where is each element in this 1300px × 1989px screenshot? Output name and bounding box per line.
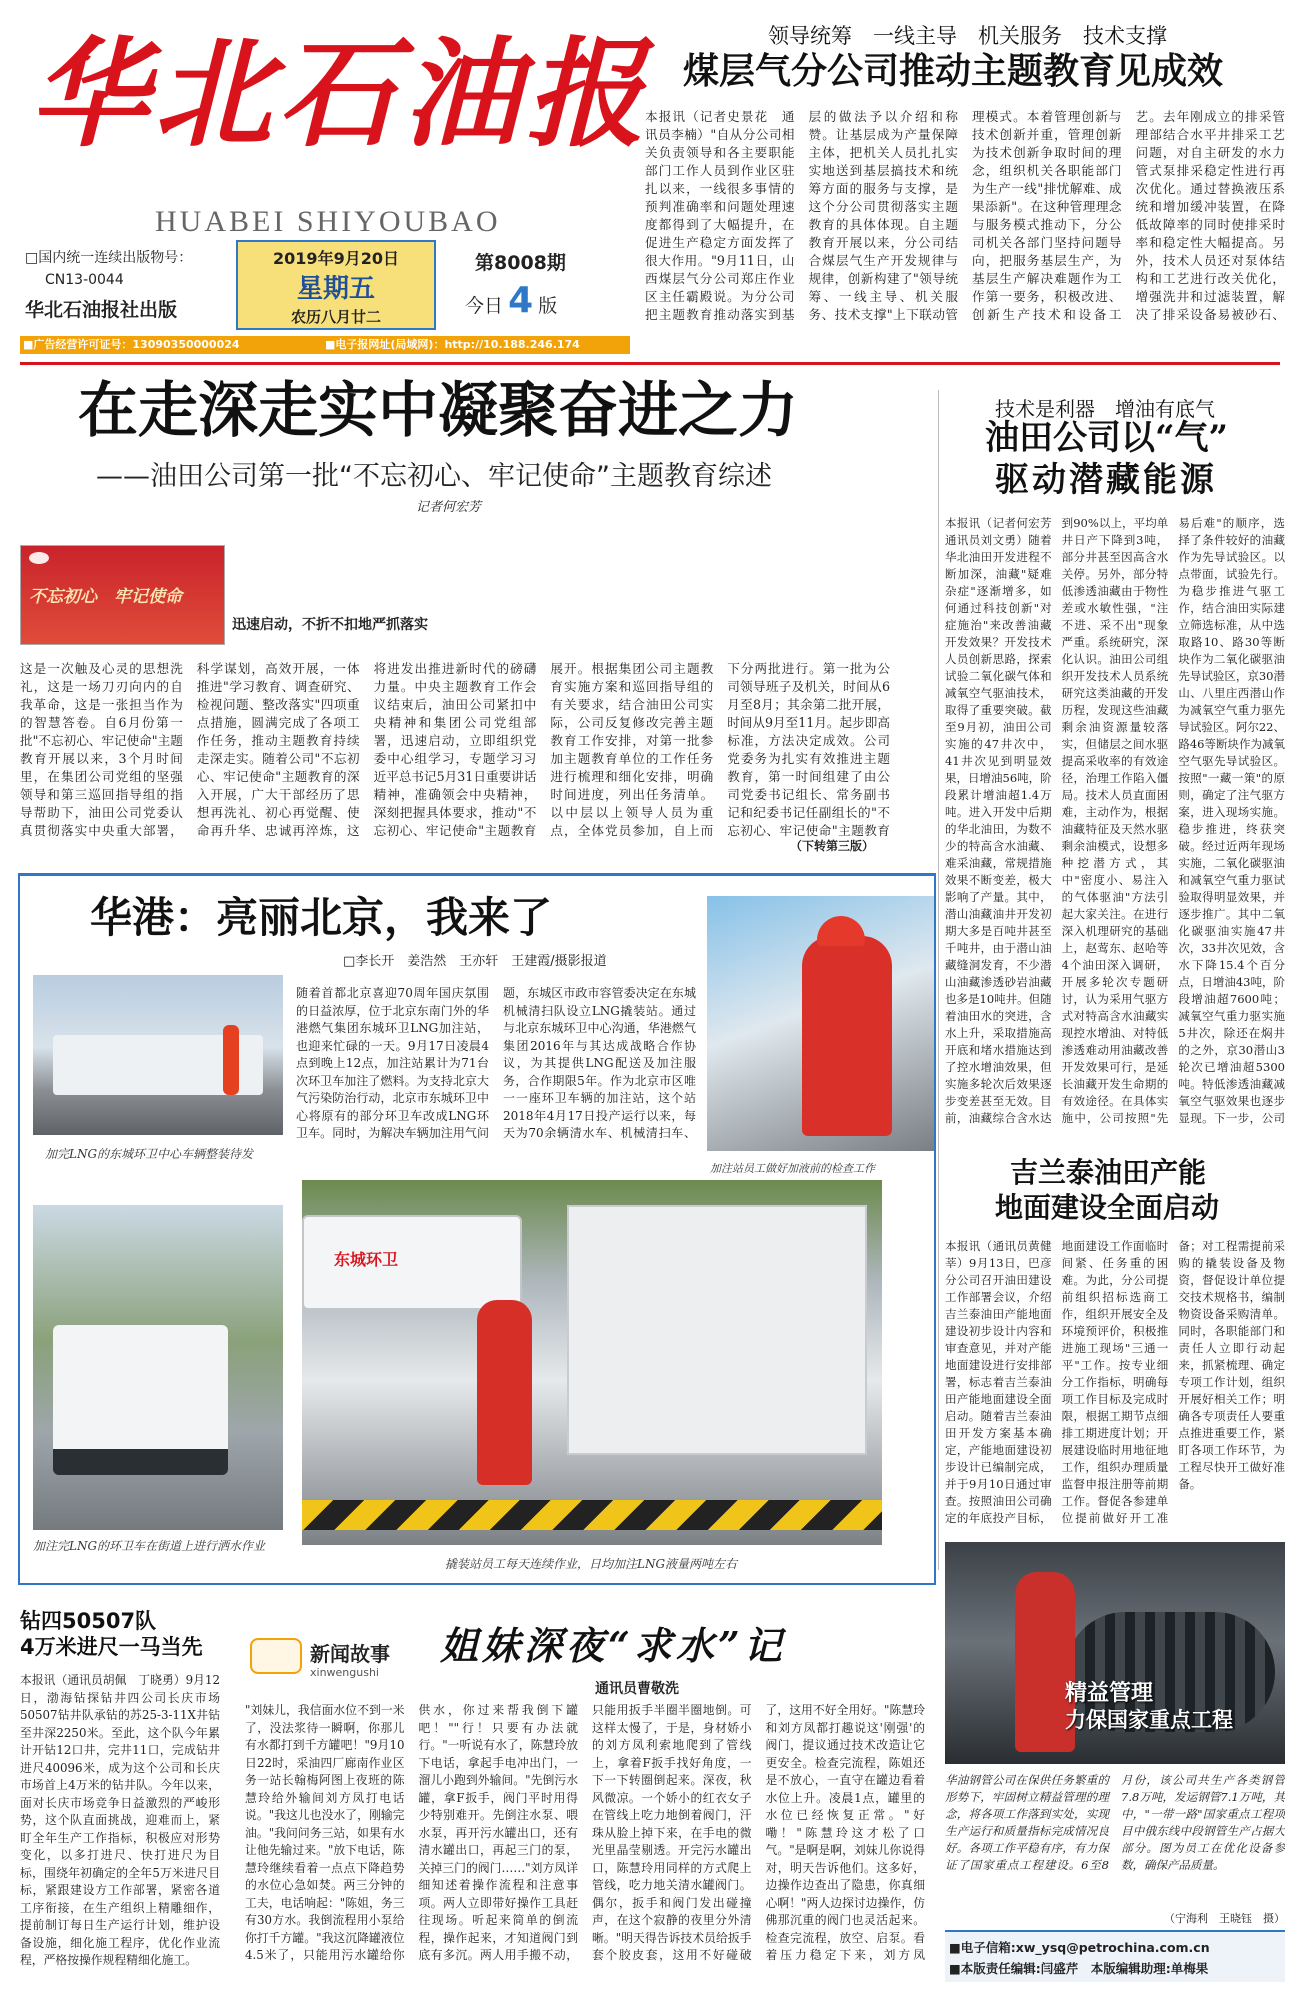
photo-lng-trucks	[33, 975, 283, 1135]
ambulance-icon	[250, 1638, 302, 1674]
column-label: 新闻故事	[310, 1642, 390, 1666]
gas-story-kicker: 技术是利器 增油有底气	[995, 397, 1215, 421]
pipe-credit: （宁海利 王晓钰 摄）	[1164, 1912, 1285, 1925]
sisters-byline: 通讯员曹敬洗	[595, 1681, 679, 1697]
gas-story-headline-2: 驱动潜藏能源	[995, 460, 1217, 500]
photo-title-2: 力保国家重点工程	[1065, 1708, 1233, 1732]
epaper-url: ■电子报网址(局域网)：http://10.188.246.174	[325, 338, 580, 351]
today-page-count: 4	[508, 280, 534, 321]
photo-street-truck	[33, 1205, 283, 1530]
hazard-stripe	[302, 1500, 882, 1530]
jilantai-headline-2: 地面建设全面启动	[995, 1191, 1220, 1224]
jilantai-body: 本报讯（通讯员黄健莘）9月13日，巴彦分公司召开油田建设工作部署会议，介绍吉兰泰油田产能地面建设初步设计内容和审查意见，并对产能地面建设进行安排部署，标志着吉兰泰油田产能地面建设全面启动。随着吉兰泰油田开发方案基本确定，产能地面建设初步设计已编制完成，并于9月10日通过审查。按照油田公司确定的年底投产目标，地面建设工作面临时间紧、任务重的困难。为此，分公司提前组织招标选商工作，组织开展安全及环境预评价，积极推进施工现场"三通一平"工作。按专业细分工作指标，明确每项工作目标及完成时限，根据工期节点细排工期进度计划；开展建设临时用地征地工作，组织办理质量监督申报注册等前期工作。督促各参建单位提前做好开工准备；对工程需提前采购的撬装设备及物资，督促设计单位提交技术规格书，编制物资设备采购清单。同时，各职能部门和责任人立即行动起来，抓紧梳理、确定专项工作计划，组织开展好相关工作；明确各专项责任人要重点推进重要工作，紧盯各项工作环节，为工程尽快开工做好准备。	[945, 1239, 1285, 1525]
tank-truck-shape	[302, 1215, 522, 1310]
footer-bar	[945, 1930, 1285, 1982]
skid-cabinet-shape	[567, 1205, 867, 1455]
masthead-info	[20, 238, 630, 333]
hard-hat-icon	[817, 916, 865, 946]
ad-license: ■广告经营许可证号：13090350000024	[23, 338, 240, 351]
caption-skid-station: 撬装站员工每天连续作业，日均加注LNG液量两吨左右	[445, 1557, 738, 1571]
photo-skid-station	[302, 1180, 882, 1545]
worker-shape	[223, 1025, 239, 1095]
gas-story-body: 本报讯（记者何宏芳 通讯员刘文勇）随着华北油田开发进程不断加深，油藏"疑难杂症"逐渐增多，如何通过科技创新"对症施治"来改善油藏开发效果？开发技术人员创新思路，探索试验二氧化碳气体和减氧空气驱油技术，取得了重要突破。截至9月初，油田公司实施的47井次中，41井次见到明显效果，日增油56吨，阶段累计增油超1.4万吨。进入开发中后期的华北油田，为数不少的特高含水油藏、难采油藏，常规措施效果不断变差，极大影响了产量。其中，潜山油藏油井开发初期大多是百吨井甚至千吨井，由于潜山油藏缝洞发育，不少潜山油藏渗透砂岩油藏也多是10吨井。但随着油田水的突进，含水上升，采取措施高开底和堵水措施达到了控水增油效果，但实施多轮次后效果逐步变差甚至无效。目前，油藏综合含水达到90%以上，平均单井日产下降到3吨，部分井甚至因高含水关停。另外，部分特低渗透油藏由于物性差或水敏性强，"注不进、采不出"现象严重。系统研究，深化认识。油田公司组织开发技术人员系统研究这类油藏的开发历程，发现这些油藏剩余油资源量较落实，但储层之间水驱提高采收率的有效途径，治理工作陷入僵局。技术人员直面困难，主动作为，根据油藏特征及天然水驱剩余油模式，设想多种挖潜方式，其中"密度小、易注入的气体驱油"方法引起大家关注。在进行深入机理研究的基础上，赵莺东、赵哈等4个油田深入调研，开展多轮次专题研讨，认为采用气驱方式对特高含水油藏实现控水增油、对特低渗透难动用油藏改善开发效果可行，是延长油藏开发生命期的有效途径。在具体实施中，公司按照"先易后难"的顺序，选择了条件较好的油藏作为先导试验区。以点带面，试验先行。为稳步推进气驱工作，结合油田实际建立筛选标准，从中选取路10、路30等断块作为二氧化碳驱油先导试验区，京30潜山、八里庄西潜山作为减氧空气重力驱先导试验区。阿尔22、路46等断块作为减氧空气驱先导试验区。按照"一藏一策"的原则，确定了注气驱方案，进入现场实施。稳步推进，终获突破。经过近两年现场实施，二氧化碳驱油和减氧空气重力驱试验取得明显效果，并逐步推广。其中二氧化碳驱油实施47井次，33井次见效，含水下降15.4个百分点，日增油43吨，阶段增油超7600吨；减氧空气重力驱实施5井次，除还在焖井的之外，京30潜山3轮次已增油超5300吨。特低渗透油藏减氧空气驱效果也逐步显现。下一步，公司	[945, 516, 1285, 1125]
photo-worker-check	[707, 896, 934, 1151]
column-rule	[938, 390, 939, 1570]
banner-text: 不忘初心 牢记使命	[29, 587, 182, 607]
today-pages	[465, 280, 625, 320]
cn-label: □国内统一连续出版物号：	[25, 250, 193, 266]
top-story-body: 本报讯（记者史景花 通讯员李楠）"自从分公司相关负责领导和各主要职能部门工作人员到作业区驻扎以来，一线很多事情的预判准确率和问题处理速度都得到了大幅提升，在促进生产稳定方面发挥了很大作用。"9月11日，山西煤层气分公司郑庄作业区主任霸殿说。为分公司把主题教育推动落实到基层的做法予以介绍和称赞。让基层成为产量保障主体，把机关人员扎扎实实地送到基层搞技术和统筹方面的服务与支撑，是这个分公司贯彻落实主题教育的具体体现。自主题教育开展以来，分公司结合煤层气生产开发规律与规律，创新构建了"领导统筹、一线主导、机关服务、技术支撑"上下联动管理模式。本着管理创新与技术创新并重，管理创新为技术创新争取时间的理念，组织机关各职能部门为生产一线"排忧解难、成果添新"。在这种管理理念与服务模式推动下，分公司机关各部门坚持问题导向，把服务基层生产，为基层生产解决难题作为工作第一要务，积极改进、创新生产技术和设备工艺。去年刚成立的排采管理部结合水平井排采工艺问题，对自主研发的水力管式泵排采稳定性进行再次优化。通过替换液压系统和增加缓冲装置，在降低故障率的同时使排采时率和稳定性大幅提高。另外，技术人员还对泵体结构和工艺进行改关优化，增强洗井和过滤装置，解决了排采设备易被砂石、	[645, 109, 1285, 322]
lunar-date: 农历八月廿二	[290, 308, 381, 326]
footer-editor: ■本版责任编辑:闫盛芹 本版编辑助理:单梅果	[949, 1961, 1209, 1976]
lead-headline: 在走深走实中凝聚奋进之力	[78, 376, 798, 446]
caption-street-truck: 加注完LNG的环卫车在街道上进行洒水作业	[33, 1539, 266, 1553]
drill-body: 本报讯（通讯员胡佩 丁晓勇）9月12日，渤海钻探钻井四公司长庆市场50507钻井队承钻的苏25-3-11X井钻至井深2250米。至此，这个队今年累计开钻12口井，完井11口，完成钻井进尺40096米，成为这个公司和长庆市场首上4万米的钻井队。今年以来，面对长庆市场竞争日益激烈的严峻形势，这个队直面挑战，迎难而上，紧盯全年生产工作指标，积极应对形势变化，以多打进尺、快打进尺为目标，围绕年初确定的全年5万米进尺目标，紧跟建设方工作部署，紧密各道工序衔接，在生产组织上精雕细作，提前制订每日生产运行计划，维护设备设施，细化施工程序，优化作业流程，严格按操作规程精细化施工。	[20, 1673, 220, 1967]
masthead-pinyin: HUABEI SHIYOUBAO	[155, 205, 501, 238]
gas-story-headline-1: 油田公司以“气”	[985, 418, 1229, 458]
feature-byline: □李长开 姜浩然 王亦轩 王建霞/摄影报道	[343, 954, 607, 969]
masthead-title: 华北石油报	[30, 24, 651, 163]
cn-number: CN13-0044	[45, 272, 124, 288]
sisters-body: "刘妹儿，我信面水位不到一米了，没法浆待一瞬啊，你那儿有水都打到千方罐吧！"9月10日22时，采油四厂廊南作业区务一站长翰梅阿图上夜班的陈慧玲给外输间刘方凤打电话说。"我这儿也没水了，刚输完油。"我问问务三站，如果有水让他先输过来。"放下电话，陈慧玲继续看着一点点下降趋势的水位心急如焚。两三分钟的工夫，电话响起："陈姐，务三有30方水。我倒流程用小泵给你打千方罐。"我这沉降罐液位4.5米了，只能用污水罐给你供水，你过来帮我倒下罐吧！""行！只要有办法就行。"一听说有水了，陈慧玲放下电话，拿起手电冲出门，一溜儿小跑到外输间。"先倒污水罐，拿F扳手，阀门平时用得少特别难开。先倒注水泵、喂水泵，再开污水罐出口，还有清水罐出口，再起三门的泵，关掉三门的阀门……"刘方凤详细知述着操作流程和注意事项。两人立即带好操作工具赶往现场。听起来简单的倒流程，操作起来，才知道阀门到底有多沉。两人用手搬不动，只能用扳手半圈半圈地倒。可这样太慢了，于是，身材娇小的刘方凤利索地爬到了管线上，拿着F扳手找好角度，一下一下转圈倒起来。深夜，秋风微凉。一个娇小的红衣女子在管线上吃力地倒着阀门，汗珠从脸上掉下来，在手电的微光里晶莹剔透。开完污水罐出口，陈慧玲用同样的方式爬上管线，吃力地关清水罐阀门。偶尔，扳手和阀门发出碰撞声，在这个寂静的夜里分外清晰。"明天得告诉技术员给扳手套个胶皮套，这用不好碰破了，这用不好全用好。"陈慧玲和刘方凤都打趣说这'刚强'的阀门，提议通过技术改造让它更安全。检查完流程，陈姐还是不放心，一直守在罐边看着水位上升。凌晨1点，罐里的水位已经恢复正常。"好嘞！"陈慧玲这才松了口气。"是啊是啊，刘妹儿你说得对，明天告诉他们。这多好，边操作边查出了隐患，你真细心啊！"两人边探讨边操作，仿佛那沉重的阀门也灵活起来。检查完流程，放空、启泵。看着压力稳定下来，刘方凤	[245, 1703, 925, 1962]
top-story-kicker: 领导统筹 一线主导 机关服务 技术支撑	[768, 24, 1167, 48]
worker-red-suit	[802, 936, 892, 1136]
today-suffix: 版	[538, 295, 558, 317]
today-label: 今日	[465, 295, 504, 317]
sanitation-truck-shape	[53, 1325, 228, 1475]
info-strip	[20, 336, 630, 354]
column-pinyin: xinwengushi	[310, 1666, 379, 1679]
caption-lng-trucks: 加完LNG的东城环卫中心车辆整装待发	[45, 1147, 254, 1161]
sisters-headline: 姐妹深夜“求水”记	[440, 1623, 786, 1668]
lead-subheadline: ——油田公司第一批“不忘初心、牢记使命”主题教育综述	[96, 461, 772, 492]
lead-byline: 记者何宏芳	[416, 500, 482, 515]
photo-title-1: 精益管理	[1065, 1681, 1154, 1706]
masthead-rule	[20, 362, 1280, 365]
date-box	[236, 240, 436, 330]
station-worker-shape	[477, 1300, 532, 1485]
news-story-badge	[250, 1630, 420, 1690]
weekday: 星期五	[296, 274, 375, 304]
feature-headline: 华港：亮丽北京，我来了	[90, 893, 553, 942]
issue-number: 第8008期	[475, 252, 566, 274]
photo-steel-pipe	[945, 1542, 1285, 1764]
drill-headline-1: 钻四50507队	[20, 1609, 157, 1633]
drill-headline-2: 4万米进尺一马当先	[20, 1635, 203, 1659]
feature-body: 随着首都北京喜迎70周年国庆氛围的日益浓厚，位于北京东南门外的华港燃气集团东城环卫LNG加注站，也迎来忙碌的一天。9月17日凌晨4点到晚上12点，加注站累计为71台次环卫车加注了燃料。为支持北京大气污染防治行动，北京市东城环卫中心将原有的部分环卫车改成LNG环卫车。同时，为解决车辆加注用气问题，东城区市政市容管委决定在东城机械清扫队设立LNG撬装站。通过与北京东城环卫中心沟通，华港燃气集团2016年与其达成战略合作协议，为其提供LNG配送及加注服务，合作期限5年。作为北京市区唯一一座环卫车辆的加注站，这个站2018年4月17日投产运行以来，每天为70余辆清水车、机械清扫车、	[296, 986, 696, 1140]
lead-continued: （下转第三版）	[790, 839, 875, 853]
lead-body: 这是一次触及心灵的思想洗礼，这是一场刀刃向内的自我革命，这是一张担当作为的智慧答卷。自6月份第一批"不忘初心、牢记使命"主题教育开展以来，3个月时间里，在集团公司党组的坚强领导和第三巡回指导组的指导帮助下，油田公司党委认真贯彻落实中央重大部署，科学谋划，高效开展，一体推进"学习教育、调查研究、检视问题、整改落实"四项重点措施，圆满完成了各项工作任务，推动主题教育持续走深走实。随着公司"不忘初心、牢记使命"主题教育的深入开展，广大干部经历了思想再洗礼、初心再觉醒、使命再升华、忠诚再淬炼，这将进发出推进新时代的磅礴力量。中央主题教育工作会议结束后，油田公司紧扣中央精神和集团公司党组部署，迅速启动，立即组织党委中心组学习，专题学习习近平总书记5月31日重要讲话精神，准确领会中央精神，深刻把握具体要求，推动"不忘初心、牢记使命"主题教育展开。根据集团公司主题教育实施方案和巡回指导组的有关要求，结合油田公司实际，公司反复修改完善主题教育工作安排，对第一批参加主题教育单位的工作任务进行梳理和细化安排，明确时间进度，列出任务清单。以中层以上领导人员为重点，全体党员参加，自上而下分两批进行。第一批为公司领导班子及机关，时间从6月至8月；其余第二批开展，时间从9月至11月。起步即高标准，方法决定成效。公司党委务为扎实有效推进主题教育，第一时间组建了由公司党委书记组长、常务副书记和纪委书记任副组长的"不忘初心、牢记使命"主题教育	[20, 661, 890, 838]
publisher: 华北石油报社出版	[25, 299, 178, 321]
jilantai-headline-1: 吉兰泰油田产能	[1010, 1156, 1207, 1189]
top-story-headline: 煤层气分公司推动主题教育见成效	[683, 50, 1224, 92]
pipe-caption: 华油钢管公司在保供任务繁重的形势下，牢固树立精益管理的理念，将各项工作落到实处，实现生产运行和质量指标完成情况良好。各项工作平稳有序，有力保证了国家重点工程建设。6至8月份，该公司共生产各类钢管7.8万吨，发运钢管7.1万吨，其中，"一带一路"国家重点工程项目中俄东线中段钢管生产占据大部分。图为员工在优化设备参数，确保产品质量。	[945, 1773, 1285, 1872]
lead-subhead: 迅速启动，不折不扣地严抓落实	[232, 617, 428, 633]
footer-email: ■电子信箱:xw_ysq@petrochina.com.cn	[949, 1940, 1210, 1955]
issue-date: 2019年9月20日	[273, 249, 399, 268]
tank-sign: 东城环卫	[334, 1250, 399, 1269]
caption-worker-check: 加注站员工做好加液前的检查工作	[710, 1162, 875, 1175]
